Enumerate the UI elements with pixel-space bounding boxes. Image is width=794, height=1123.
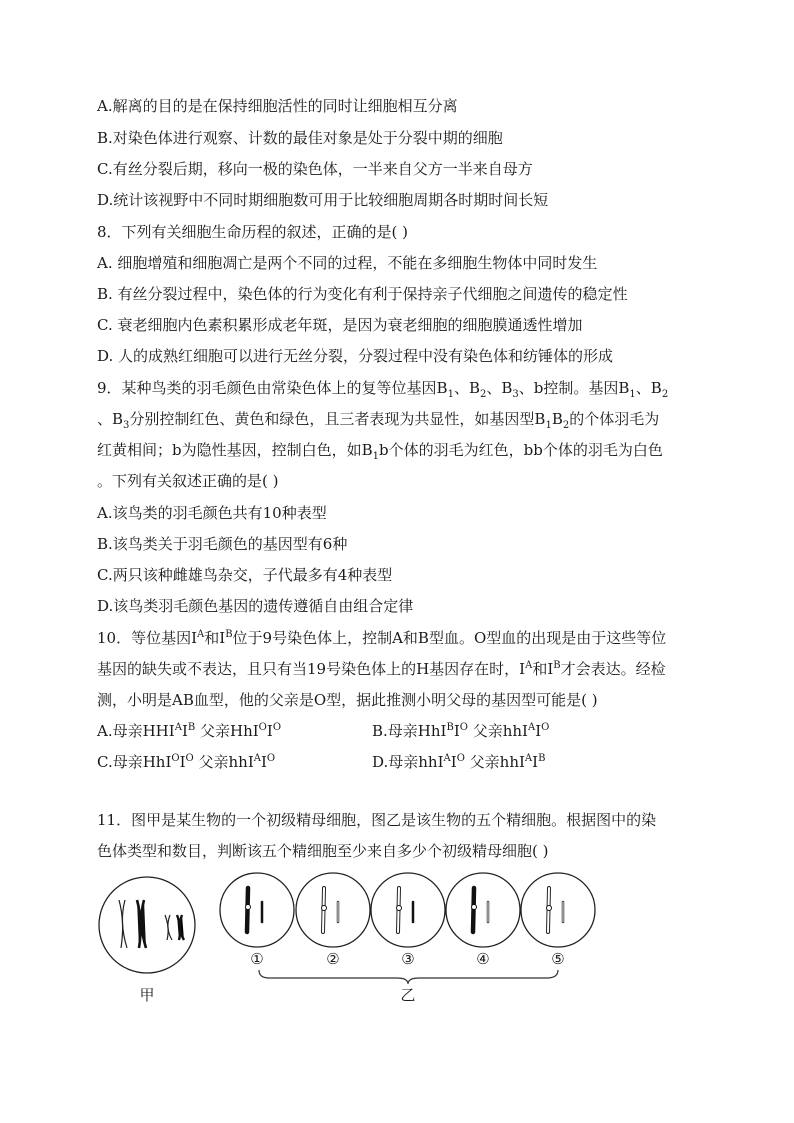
q10-stem-line2: 基因的缺失或不表达，且只有当19号染色体上的H基因存在时，$I^A$和$I^B$才会表达。经检 [97, 660, 666, 678]
q9-option-a: A.该鸟类的羽毛颜色共有10种表型 [97, 504, 327, 522]
q10-option-a: A.母亲$HHI^AI^B$ 父亲$HhI^OI^O$ [97, 722, 282, 740]
q11-stem-line1: 11．图甲是某生物的一个初级精母细胞，图乙是该生物的五个精细胞。根据图中的染 [97, 811, 657, 829]
cell-number-3: ③ [401, 950, 415, 968]
label-yi: 乙 [400, 986, 416, 1004]
primary-spermatocyte-cell [99, 877, 195, 973]
q8-option-c: C. 衰老细胞内色素积累形成老年斑，是因为衰老细胞的细胞膜通透性增加 [97, 316, 583, 334]
q7-option-c: C.有丝分裂后期，移向一极的染色体，一半来自父方一半来自母方 [97, 160, 533, 178]
q10-option-c: C.母亲$HhI^OI^O$ 父亲$hhI^AI^O$ [97, 753, 276, 771]
cell-number-2: ② [326, 950, 340, 968]
q7-option-a: A.解离的目的是在保持细胞活性的同时让细胞相互分离 [97, 97, 458, 115]
cell-number-1: ① [250, 950, 264, 968]
cell-number-5: ⑤ [551, 950, 565, 968]
sperm-cell-3 [371, 873, 445, 947]
brace [259, 970, 558, 984]
q9-stem-line1: 9．某种鸟类的羽毛颜色由常染色体上的复等位基因$B_1$、$B_2$、$B_3$、b控制。基因$B_1$、$B_2$ [97, 379, 669, 400]
q10-option-b: B.母亲$HhI^BI^O$ 父亲$hhI^AI^O$ [372, 722, 550, 740]
cell-number-4: ④ [476, 950, 490, 968]
q9-option-b: B.该鸟类关于羽毛颜色的基因型有6种 [97, 535, 348, 553]
q8-stem: 8．下列有关细胞生命历程的叙述，正确的是( ) [97, 223, 409, 241]
sperm-cell-2 [296, 873, 370, 947]
q7-option-b: B.对染色体进行观察、计数的最佳对象是处于分裂中期的细胞 [97, 129, 503, 147]
q10-stem-line3: 测，小明是AB血型，他的父亲是O型，据此推测小明父母的基因型可能是( ) [97, 691, 598, 709]
q9-stem-line2: 、$B_3$分别控制红色、黄色和绿色，且三者表现为共显性，如基因型$B_1B_2$的个体羽毛为 [97, 410, 660, 431]
q7-option-d: D.统计该视野中不同时期细胞数可用于比较细胞周期各时期时间长短 [97, 191, 549, 209]
q10-stem-line1: 10．等位基因$I^A$和$I^B$位于9号染色体上，控制A和B型血。O型血的出现是由于这些等位 [97, 629, 667, 647]
cell-diagram [97, 870, 697, 1010]
label-jia: 甲 [139, 986, 155, 1004]
sperm-cell-1 [220, 873, 294, 947]
q9-option-c: C.两只该种雌雄鸟杂交，子代最多有4种表型 [97, 566, 393, 584]
sperm-cell-4 [446, 873, 520, 947]
q9-stem-line3: 红黄相间；b为隐性基因，控制白色，如$B_1b$个体的羽毛为红色，bb个体的羽毛为白色 [97, 441, 663, 462]
q8-option-a: A. 细胞增殖和细胞凋亡是两个不同的过程，不能在多细胞生物体中同时发生 [97, 254, 598, 272]
sperm-cell-5 [521, 873, 595, 947]
q9-option-d: D.该鸟类羽毛颜色基因的遗传遵循自由组合定律 [97, 597, 414, 615]
q9-stem-line4: 。下列有关叙述正确的是( ) [97, 472, 279, 490]
q8-option-b: B. 有丝分裂过程中，染色体的行为变化有利于保持亲子代细胞之间遗传的稳定性 [97, 285, 628, 303]
q11-stem-line2: 色体类型和数目，判断该五个精细胞至少来自多少个初级精母细胞( ) [97, 842, 549, 860]
q8-option-d: D. 人的成熟红细胞可以进行无丝分裂，分裂过程中没有染色体和纺锤体的形成 [97, 347, 614, 365]
q10-option-d: D.母亲$hhI^AI^O$ 父亲$hhI^AI^B$ [372, 753, 546, 771]
